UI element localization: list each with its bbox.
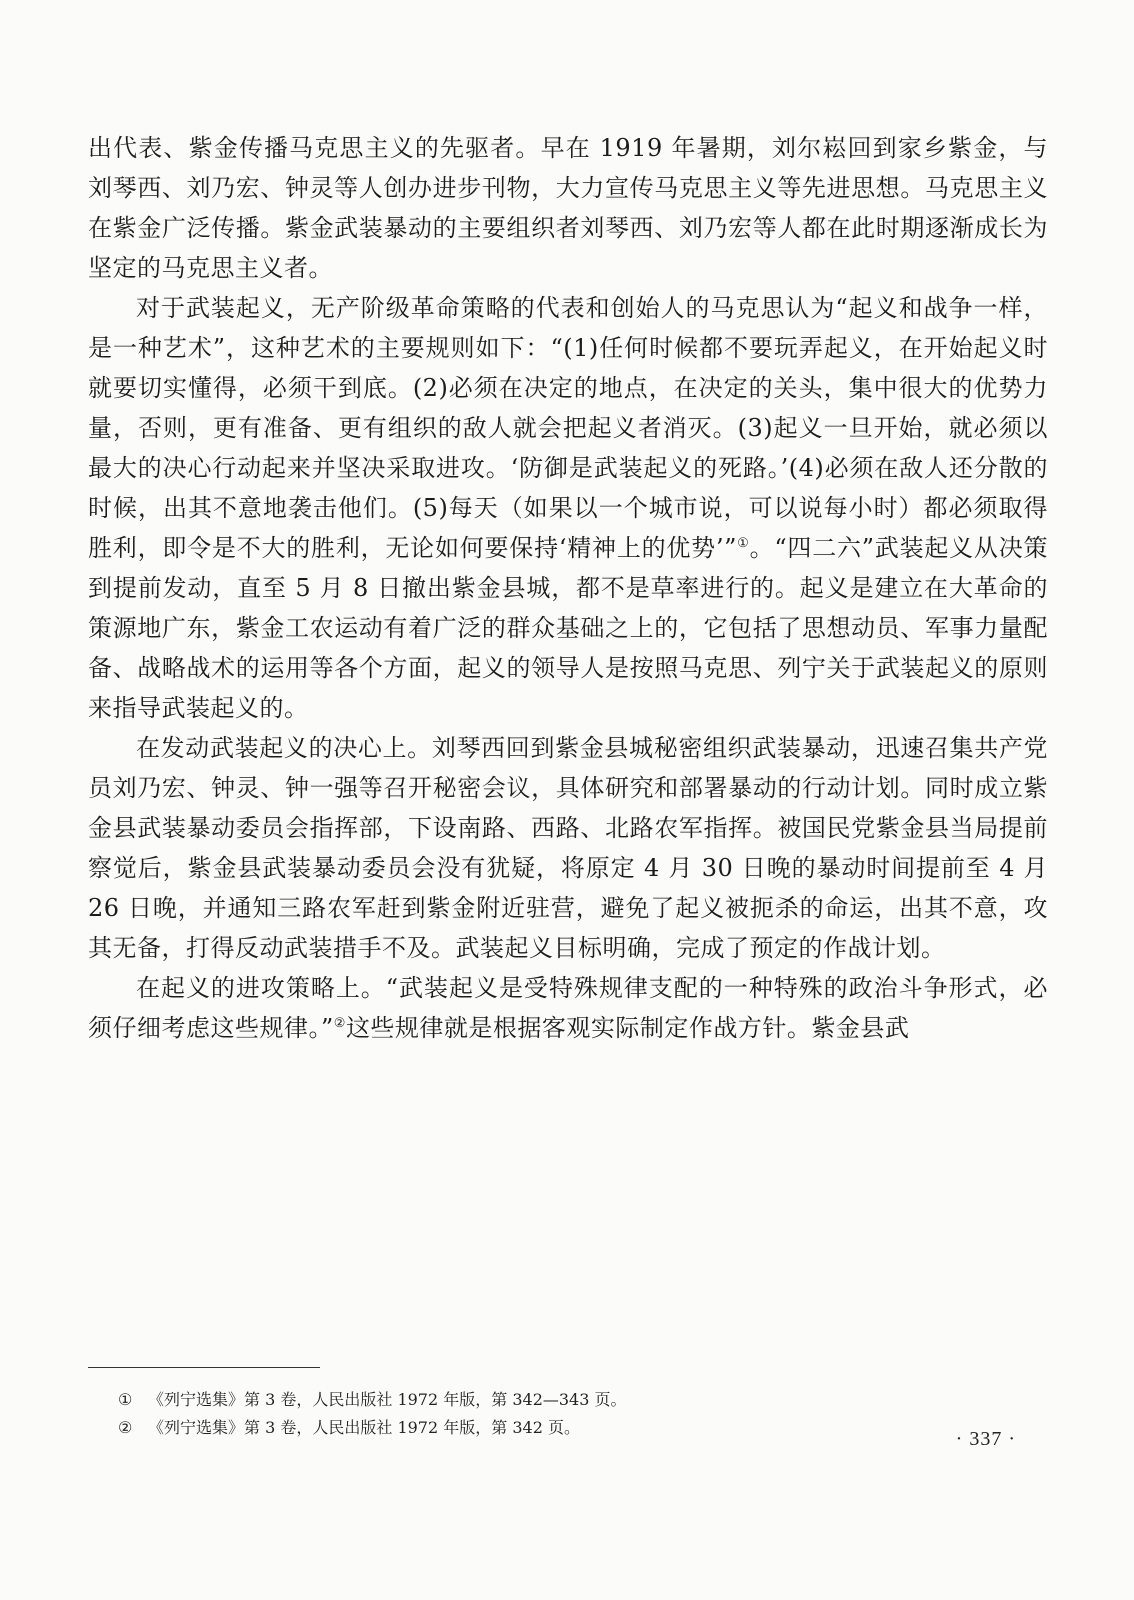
paragraph-text: 在起义的进攻策略上。“武装起义是受特殊规律支配的一种特殊的政治斗争形式，必须仔细考虑这些规律。”: [88, 974, 1048, 1042]
paragraph: [88, 288, 1048, 728]
footnote-text: 《列宁选集》第 3 卷，人民出版社 1972 年版，第 342—343 页。: [148, 1390, 627, 1409]
footnote: [118, 1386, 1018, 1414]
footnote-reference: ②: [333, 1016, 346, 1031]
footnote-reference: ①: [736, 536, 750, 551]
page-number: · 337 ·: [955, 1428, 1016, 1450]
paragraph-text: 对于武装起义，无产阶级革命策略的代表和创始人的马克思认为“起义和战争一样，是一种艺术”，这种艺术的主要规则如下：“(1)任何时候都不要玩弄起义，在开始起义时就要切实懂得，必须干到底。(2)必须在决定的地点，在决定的关头，集中很大的优势力量，否则，更有准备、更有组织的敌人就会把起义者消灭。(3)起义一旦开始，就必须以最大的决心行动起来并坚决采取进攻。‘防御是武装起义的死路。’(4)必须在敌人还分散的时候，出其不意地袭击他们。(5)每天（如果以一个城市说，可以说每小时）都必须取得胜利，即令是不大的胜利，无论如何要保持‘精神上的优势’”: [88, 294, 1048, 562]
paragraph-text: 在发动武装起义的决心上。刘琴西回到紫金县城秘密组织武装暴动，迅速召集共产党员刘乃宏、钟灵、钟一强等召开秘密会议，具体研究和部署暴动的行动计划。同时成立紫金县武装暴动委员会指挥部，下设南路、西路、北路农军指挥。被国民党紫金县当局提前察觉后，紫金县武装暴动委员会没有犹疑，将原定 4 月 30 日晚的暴动时间提前至 4 月 26 日晚，并通知三路农军赶到紫金附近驻营，避免了起义被扼杀的命运，出其不意，攻其无备，打得反动武装措手不及。武装起义目标明确，完成了预定的作战计划。: [88, 734, 1048, 962]
paragraph: [88, 728, 1048, 968]
footnote-mark: ①: [118, 1390, 133, 1409]
body-text: [88, 128, 1048, 1048]
footnote: [118, 1414, 1018, 1442]
paragraph: [88, 128, 1048, 288]
footnotes: [118, 1386, 1018, 1442]
footnote-divider: [88, 1367, 320, 1368]
paragraph: [88, 968, 1048, 1048]
footnote-mark: ②: [118, 1418, 133, 1437]
paragraph-text: 。“四二六”武装起义从决策到提前发动，直至 5 月 8 日撤出紫金县城，都不是草率进行的。起义是建立在大革命的策源地广东，紫金工农运动有着广泛的群众基础之上的，它包括了思想动员、军事力量配备、战略战术的运用等各个方面，起义的领导人是按照马克思、列宁关于武装起义的原则来指导武装起义的。: [88, 534, 1048, 722]
paragraph-text: 出代表、紫金传播马克思主义的先驱者。早在 1919 年暑期，刘尔崧回到家乡紫金，与刘琴西、刘乃宏、钟灵等人创办进步刊物，大力宣传马克思主义等先进思想。马克思主义在紫金广泛传播。紫金武装暴动的主要组织者刘琴西、刘乃宏等人都在此时期逐渐成长为坚定的马克思主义者。: [88, 134, 1048, 282]
footnote-text: 《列宁选集》第 3 卷，人民出版社 1972 年版，第 342 页。: [148, 1418, 580, 1437]
paragraph-text: 这些规律就是根据客观实际制定作战方针。紫金县武: [345, 1014, 910, 1042]
